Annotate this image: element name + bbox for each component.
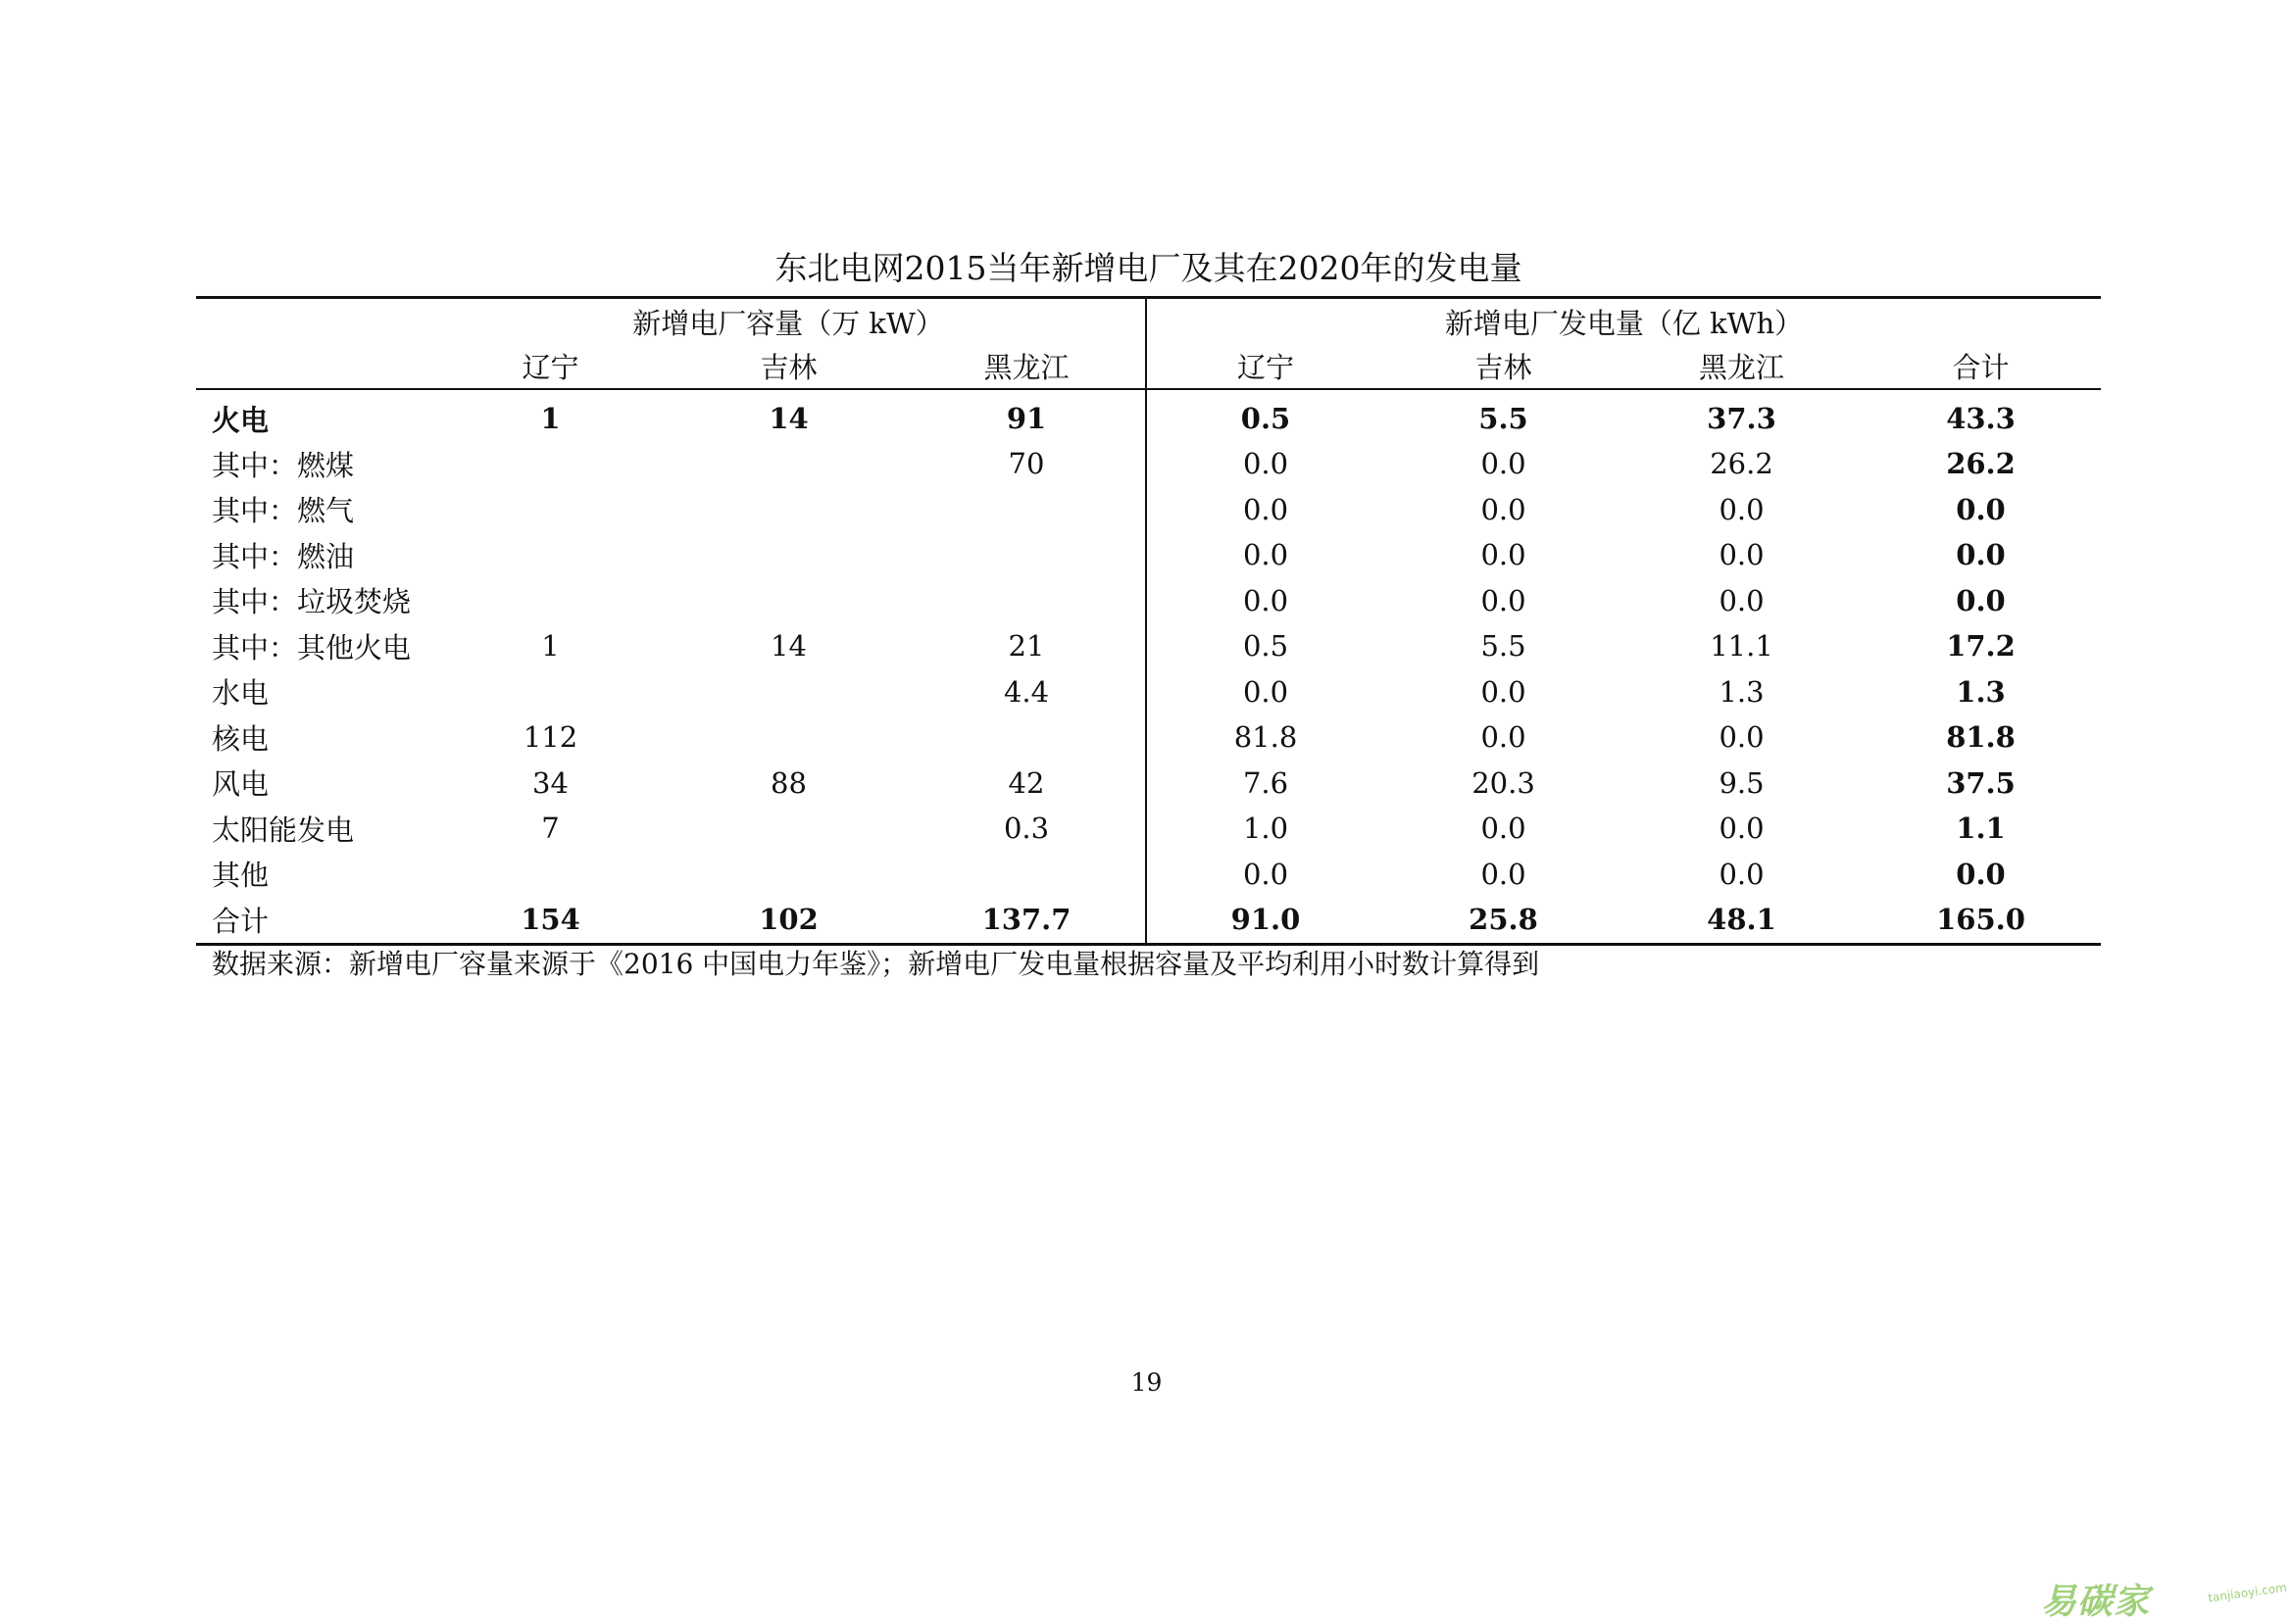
page-number: 19 [1130, 1368, 1163, 1397]
table-row [196, 714, 2101, 761]
generation-cell: 11.1 [1710, 629, 1773, 664]
table-row [196, 532, 2101, 578]
capacity-cell [670, 669, 908, 715]
capacity-cell: 154 [431, 897, 670, 944]
generation-cell: 0.0 [1480, 674, 1526, 709]
generation-cell: 0.0 [1242, 857, 1289, 891]
generation-cell: 7.6 [1242, 765, 1289, 800]
capacity-cell: 112 [523, 720, 578, 755]
generation-cell: 0.0 [1719, 492, 1765, 526]
generation-cell: 0.0 [1719, 857, 1765, 891]
row-label: 火电 [212, 403, 270, 437]
table-body [196, 389, 2101, 944]
header-label-empty [196, 344, 431, 389]
generation-cell: 1.3 [1719, 674, 1765, 709]
capacity-cell [908, 578, 1146, 624]
table-row [196, 669, 2101, 715]
generation-cell: 37.3 [1707, 402, 1776, 435]
generation-cell: 0.0 [1242, 447, 1289, 481]
col-header-cap-heilongjiang: 黑龙江 [908, 344, 1146, 389]
table-row [196, 852, 2101, 898]
generation-cell: 1.0 [1242, 812, 1289, 846]
generation-cell: 0.0 [1480, 492, 1526, 526]
generation-cell: 26.2 [1710, 447, 1773, 481]
generation-cell: 20.3 [1471, 765, 1535, 800]
generation-cell: 9.5 [1719, 765, 1765, 800]
generation-total-cell: 0.0 [1956, 583, 2006, 617]
row-label: 其中：燃气 [212, 494, 355, 528]
generation-cell: 0.0 [1719, 538, 1765, 572]
capacity-cell: 88 [771, 765, 807, 800]
row-label: 风电 [212, 767, 270, 802]
generation-cell: 81.8 [1233, 720, 1298, 755]
row-label: 其他 [212, 859, 270, 893]
capacity-cell: 0.3 [908, 806, 1146, 852]
generation-cell: 0.0 [1480, 583, 1526, 617]
generation-cell: 0.0 [1242, 583, 1289, 617]
capacity-cell [431, 487, 670, 533]
col-header-cap-liaoning: 辽宁 [431, 344, 670, 389]
generation-cell: 0.0 [1480, 812, 1526, 846]
capacity-cell: 14 [771, 629, 807, 664]
generation-total-cell: 0.0 [1956, 857, 2006, 891]
table-row [196, 578, 2101, 624]
capacity-cell [908, 714, 1146, 761]
capacity-cell: 1 [541, 629, 560, 664]
generation-cell: 0.0 [1242, 674, 1289, 709]
table-row [196, 897, 2101, 944]
capacity-cell [670, 578, 908, 624]
generation-cell: 0.5 [1240, 402, 1291, 435]
generation-cell: 0.0 [1719, 583, 1765, 617]
watermark-en: tanjiaoyi.com [2207, 1580, 2288, 1605]
generation-cell: 0.0 [1719, 812, 1765, 846]
generation-total-cell: 0.0 [1956, 492, 2006, 526]
generation-cell: 5.5 [1480, 629, 1526, 664]
generation-total-cell: 0.0 [1956, 538, 2006, 572]
capacity-cell: 14 [769, 402, 809, 435]
generation-cell: 5.5 [1478, 402, 1528, 435]
capacity-cell [670, 532, 908, 578]
capacity-cell: 137.7 [908, 897, 1146, 944]
generation-total-cell: 1.1 [1956, 812, 2006, 846]
table-row [196, 761, 2101, 807]
generation-total-cell: 37.5 [1946, 765, 2016, 800]
capacity-cell [431, 441, 670, 487]
table-row [196, 487, 2101, 533]
capacity-cell [431, 669, 670, 715]
row-label: 核电 [212, 721, 270, 756]
capacity-cell: 7 [541, 812, 560, 846]
row-label: 其中：燃煤 [212, 448, 355, 482]
generation-total-cell: 26.2 [1946, 447, 2016, 481]
table-row [196, 389, 2101, 441]
generation-cell: 0.0 [1480, 447, 1526, 481]
col-header-cap-jilin: 吉林 [670, 344, 908, 389]
row-label: 水电 [212, 676, 270, 711]
capacity-cell: 102 [670, 897, 908, 944]
generation-total-cell: 17.2 [1946, 629, 2016, 664]
data-source-note: 数据来源：新增电厂容量来源于《2016 中国电力年鉴》；新增电厂发电量根据容量及平均利用小时数计算得到 [212, 948, 1540, 980]
capacity-cell [431, 532, 670, 578]
watermark-cn: 易碳家 [2041, 1582, 2151, 1622]
capacity-cell [670, 806, 908, 852]
capacity-cell [908, 852, 1146, 898]
col-header-gen-jilin: 吉林 [1384, 344, 1622, 389]
generation-cell: 0.0 [1242, 538, 1289, 572]
generation-cell: 0.0 [1480, 857, 1526, 891]
generation-cell: 25.8 [1384, 897, 1622, 944]
capacity-cell [670, 487, 908, 533]
generation-cell: 48.1 [1622, 897, 1861, 944]
col-header-gen-heilongjiang: 黑龙江 [1622, 344, 1861, 389]
generation-total-cell: 81.8 [1946, 720, 2016, 755]
capacity-cell [670, 852, 908, 898]
capacity-cell [670, 714, 908, 761]
capacity-cell [670, 441, 908, 487]
table-row [196, 623, 2101, 669]
generation-group-header: 新增电厂发电量（亿 kWh） [1444, 306, 1804, 340]
capacity-cell [908, 487, 1146, 533]
generation-table [196, 296, 2101, 946]
capacity-cell: 70 [908, 441, 1146, 487]
generation-cell: 0.0 [1242, 492, 1289, 526]
row-label: 太阳能发电 [212, 812, 355, 847]
table-title: 东北电网2015当年新增电厂及其在2020年的发电量 [774, 249, 1522, 287]
generation-cell: 91.0 [1146, 897, 1384, 944]
table-row [196, 806, 2101, 852]
capacity-cell: 4.4 [908, 669, 1146, 715]
row-label: 其中：垃圾焚烧 [212, 585, 412, 619]
watermark-logo [2041, 1574, 2288, 1622]
capacity-cell: 21 [908, 623, 1146, 669]
capacity-cell: 1 [540, 402, 561, 435]
generation-cell: 0.0 [1719, 720, 1765, 755]
capacity-cell: 34 [532, 765, 569, 800]
capacity-cell: 91 [908, 389, 1146, 441]
col-header-gen-total: 合计 [1861, 344, 2101, 389]
capacity-cell: 42 [908, 761, 1146, 807]
capacity-cell [431, 578, 670, 624]
generation-total-cell: 1.3 [1956, 674, 2006, 709]
generation-table-container [196, 296, 2101, 946]
table-row [196, 441, 2101, 487]
col-header-gen-liaoning: 辽宁 [1146, 344, 1384, 389]
row-label: 其中：燃油 [212, 539, 355, 573]
generation-cell: 0.0 [1480, 720, 1526, 755]
row-label: 合计 [196, 897, 431, 944]
header-empty [196, 298, 431, 345]
capacity-group-header: 新增电厂容量（万 kW） [431, 298, 1146, 345]
generation-total-cell: 165.0 [1861, 897, 2101, 944]
capacity-cell [908, 532, 1146, 578]
generation-total-cell: 43.3 [1946, 402, 2016, 435]
capacity-cell [431, 852, 670, 898]
row-label: 其中：其他火电 [212, 630, 412, 664]
generation-cell: 0.0 [1480, 538, 1526, 572]
generation-cell: 0.5 [1242, 629, 1289, 664]
